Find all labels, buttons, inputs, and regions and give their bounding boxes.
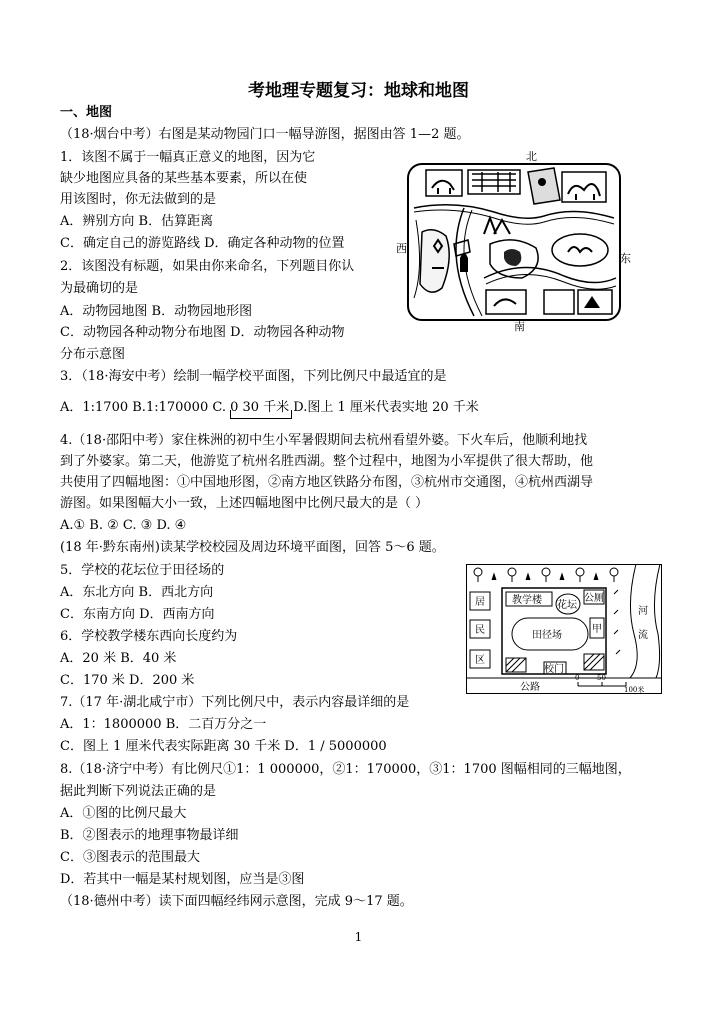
text-line: 4.（18·邵阳中考）家住株洲的初中生小军暑假期间去杭州看望外婆。下火车后，他顺利地找 xyxy=(60,433,588,448)
scale-label: 0 xyxy=(575,674,580,682)
animal-icon xyxy=(460,253,468,272)
text-line: A．辨别方向 B．估算距离 xyxy=(60,214,214,229)
text-line: （18·烟台中考）右图是某动物园门口一幅导游图，据图由答 1—2 题。 xyxy=(60,127,470,142)
text-line: C．动物园各种动物分布地图 D．动物园各种动物 xyxy=(60,325,345,340)
text-line: 缺少地图应具备的某些基本要素，所以在使 xyxy=(60,171,308,186)
text-line: D．若其中一幅是某村规划图，应当是③图 xyxy=(60,872,305,887)
road-label: 公路 xyxy=(520,682,540,693)
page-title: 考地理专题复习：地球和地图 xyxy=(248,81,469,101)
north-label: 北 xyxy=(526,150,537,163)
text-line: 1．该图不属于一幅真正意义的地图，因为它 xyxy=(60,150,316,165)
text-line: C．③图表示的范围最大 xyxy=(60,850,200,865)
east-label: 东 xyxy=(620,252,631,265)
text-line: C．确定自己的游览路线 D．确定各种动物的位置 xyxy=(60,236,345,251)
teaching-building-label: 教学楼 xyxy=(512,595,542,606)
enclosure xyxy=(528,168,560,204)
section-heading: 一、地图 xyxy=(60,105,113,120)
text-line: C．图上 1 厘米代表实际距离 30 千米 D．1 / 5000000 xyxy=(60,739,387,754)
page-number: 1 xyxy=(354,930,363,944)
text-line: 据此判断下列说法正确的是 xyxy=(60,784,217,799)
text-line: 共使用了四幅地图：①中国地形图，②南方地区铁路分布图，③杭州市交通图，④杭州西湖导 xyxy=(60,475,594,490)
text-line: 用该图时，你无法做到的是 xyxy=(60,192,217,207)
text-line: B．②图表示的地理事物最详细 xyxy=(60,828,239,843)
river-label: 河 xyxy=(638,606,648,617)
scale-bar xyxy=(230,410,292,419)
text-line: A．动物园地图 B．动物园地形图 xyxy=(60,304,253,319)
text-line: 分布示意图 xyxy=(60,347,126,362)
text-line: 7.（17 年·湖北咸宁市）下列比例尺中，表示内容最详细的是 xyxy=(60,695,410,710)
text-line: A．①图的比例尺最大 xyxy=(60,806,187,821)
west-label: 西 xyxy=(396,242,407,255)
text-line: （18·德州中考）读下面四幅经纬网示意图，完成 9～17 题。 xyxy=(60,894,413,909)
text-line: 到了外婆家。第二天，他游览了杭州名胜西湖。整个过程中，地图为小军提供了很大帮助，他 xyxy=(60,454,594,469)
track-field-label: 田径场 xyxy=(532,630,562,641)
text-line: 5．学校的花坛位于田径场的 xyxy=(60,563,225,578)
animal-icon xyxy=(538,178,546,186)
text-line: 8.（18·济宁中考）有比例尺①1：1 000000，②1：170000，③1：1700 图幅相同的三幅地图， xyxy=(60,762,631,777)
text-line: (18 年·黔东南州)读某学校校园及周边环境平面图，回答 5～6 题。 xyxy=(60,540,445,555)
text-line: A．20 米 B．40 米 xyxy=(60,651,177,666)
zoo-guide-map xyxy=(394,148,634,332)
text-line: 游图。如果图幅大小一致，上述四幅地图中比例尺最大的是（ ） xyxy=(60,496,429,511)
scale-label: 100米 xyxy=(624,686,645,694)
text-line: A.① B. ② C. ③ D. ④ xyxy=(60,518,187,533)
toilet-label: 公厕 xyxy=(584,593,604,604)
q3-options: A．1:1700 B.1:170000 C. 0 30 千米 D.图上 1 厘米代表实地 20 千米 xyxy=(60,400,479,415)
text-line: C．170 米 D．200 米 xyxy=(60,673,195,688)
scale-label: 50 xyxy=(597,674,606,682)
jia-label: 甲 xyxy=(592,624,602,635)
river-label: 流 xyxy=(638,630,648,641)
campus-plan-map xyxy=(466,564,662,694)
flowerbed-label: 花坛 xyxy=(557,600,577,611)
text-line: A．1：1800000 B．二百万分之一 xyxy=(60,717,267,732)
text-line: 6．学校教学楼东西向长度约为 xyxy=(60,629,238,644)
residence-label: 民 xyxy=(475,625,485,636)
text-line: C．东南方向 D．西南方向 xyxy=(60,607,215,622)
residence-label: 区 xyxy=(475,655,485,666)
text-line: 3．（18·海安中考）绘制一幅学校平面图，下列比例尺中最适宜的是 xyxy=(60,369,447,384)
text-line: A．东北方向 B．西北方向 xyxy=(60,585,214,600)
text-line: 为最确切的是 xyxy=(60,281,139,296)
text-line: 2．该图没有标题，如果由你来命名，下列题目你认 xyxy=(60,259,355,274)
south-label: 南 xyxy=(514,320,525,332)
school-gate-label: 校门 xyxy=(544,664,564,675)
residence-label: 居 xyxy=(475,597,485,608)
